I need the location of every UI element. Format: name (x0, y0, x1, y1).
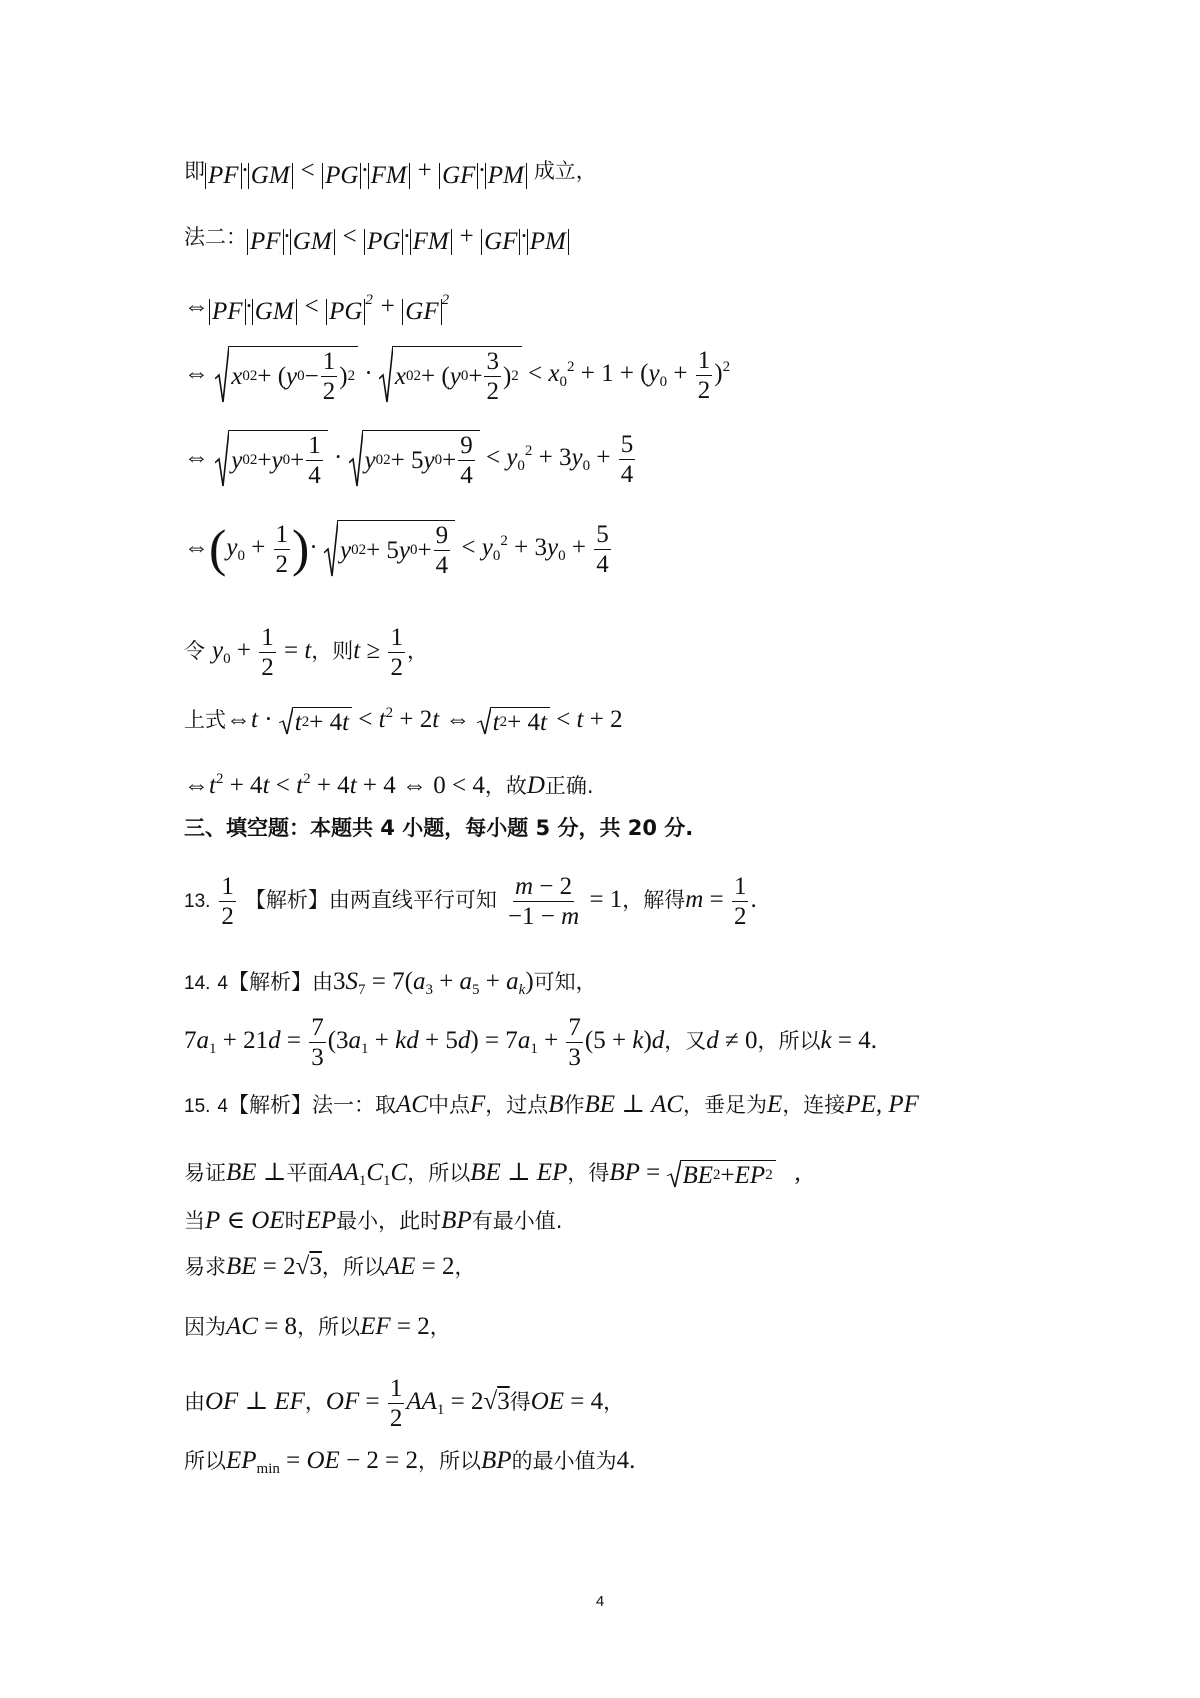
q15d-text-b: ，所以 (321, 1255, 385, 1279)
section-heading: 三、填空题：本题共 4 小题，每小题 5 分，共 20 分. (184, 816, 694, 840)
math-expr: BE = 2√3 (226, 1253, 322, 1280)
line-7 (184, 625, 1100, 680)
q14-line-2 (184, 1015, 1100, 1070)
q14-text-b: 可知， (533, 970, 597, 994)
q15c-text-b: 时 (284, 1209, 306, 1233)
math-expr: $\Leftrightarrow(y_0$ + $\frac{1}{2}$ )· y 0 2 + 5 y 0 + $\frac{9}{4}$ < $y_0^2 + 3y_0$ + $\frac{5}{4}$ (184, 520, 609, 579)
q15-text-c: ，过点 (485, 1093, 549, 1117)
math-expr: ⇔t · t 2 + 4 t < $t^2 + 2t$ ⇔ t 2 + 4 t < t + 2 (226, 705, 623, 737)
q15-text-e: ，垂足为 (683, 1093, 768, 1117)
comma: ， (603, 1390, 625, 1415)
then-label: ，则 (311, 639, 354, 664)
math-expr: PF · GM < PG · FM + GF · PM (247, 223, 569, 250)
q14-text-d: ，所以 (757, 1029, 821, 1054)
q13-text-a: 由两直线平行可知 (328, 888, 497, 913)
math-expr: OF ⊥ EF (205, 1388, 305, 1416)
comma: ， (429, 1315, 451, 1339)
analysis-tag: 【解析】 (228, 970, 312, 994)
math-expr: OE = 4 (530, 1388, 604, 1416)
q14-answer: 4 (217, 973, 228, 994)
line-1-prefix: 即 (184, 159, 205, 183)
line-1-suffix: 成立， (533, 159, 597, 183)
so-label: ，故 (484, 774, 527, 798)
comma: ， (454, 1255, 476, 1279)
math-expr: ⇔ y 0 2 + y 0 + $\frac{1}{4}$ · y 0 2 + 5 y 0 + $\frac{9}{4}$ < $y_0^2 + 3y_0$ + $\frac{5}{4}$ (184, 430, 634, 489)
q15b-text-c: ，所以 (407, 1161, 471, 1185)
math-expr: $y_0$ + $\frac{1}{2}$ = t (212, 624, 312, 681)
math-expr: OF = $\frac{1}{2}$ $AA_1 = 2√3$ (325, 1375, 510, 1432)
q15-line (184, 1092, 1100, 1117)
math-expr: P ∈ OE (205, 1207, 285, 1234)
q13-answer: $\frac{1}{2}$ (221, 873, 234, 930)
q15c-text-d: 有最小值. (471, 1209, 563, 1233)
math-expr: 4. (616, 1447, 636, 1474)
q15-text-d: 作 (563, 1093, 585, 1117)
q15e-text-a: 因为 (184, 1315, 226, 1339)
math-expr: F (469, 1091, 486, 1118)
q14-text-a: 由 (312, 970, 333, 994)
q15-line-6 (184, 1376, 1100, 1431)
math-expr: EF = 2 (360, 1313, 430, 1340)
page-number: 4 (595, 1593, 605, 1610)
q13-line (184, 874, 1100, 929)
q13-number: 13. (184, 891, 211, 913)
line-2-prefix: 法二： (184, 225, 247, 249)
q14-number: 14. (184, 973, 211, 994)
line-5 (184, 430, 1100, 488)
q15-answer: 4 (217, 1096, 228, 1117)
line-1 (184, 158, 1100, 189)
math-expr: AE = 2 (384, 1253, 455, 1280)
q15f-text-c: 得 (509, 1390, 531, 1415)
line-6 (184, 520, 1100, 578)
math-expr: $AA_1C_1C$ (328, 1159, 408, 1189)
q15b-text-d: ，得 (567, 1161, 610, 1185)
q15g-text-a: 所以 (184, 1449, 226, 1473)
option-d: D (526, 772, 545, 799)
q15b-text-a: 易证 (184, 1161, 226, 1185)
math-expr: t ≥ $\frac{1}{2}$ (353, 624, 403, 681)
q15c-text-a: 当 (184, 1209, 205, 1233)
math-expr: PE, PF (845, 1091, 919, 1118)
math-expr: AC = 8 (226, 1313, 298, 1340)
line-9 (184, 772, 1100, 798)
comma: ， (406, 639, 428, 664)
q15e-text-b: ，所以 (297, 1315, 361, 1339)
math-expr: ⇔ PF · GM < PG $^2$ + GF $^2$ (184, 292, 450, 325)
math-expr: B (548, 1091, 564, 1118)
math-expr: BE ⊥ EP (470, 1159, 568, 1186)
math-expr: E (767, 1091, 783, 1118)
math-expr: BP (481, 1447, 512, 1474)
math-expr: EP (305, 1207, 337, 1234)
math-expr: $\frac{m - 2}{-1 - m}$ = 1 (507, 873, 623, 930)
q15-line-4 (184, 1254, 1100, 1279)
q15d-text-a: 易求 (184, 1255, 226, 1279)
q15g-text-c: 的最小值为 (511, 1449, 617, 1473)
correct-label: 正确. (544, 774, 594, 798)
q14-text-c: ，又 (664, 1029, 707, 1054)
q15-text-f: ，连接 (782, 1093, 846, 1117)
q15-line-3 (184, 1208, 1100, 1233)
q15g-text-b: ，所以 (418, 1449, 482, 1473)
math-expr: PF · GM < PG · FM + GF · PM (205, 157, 527, 184)
math-expr: k = 4. (820, 1027, 877, 1055)
q15-text-a: 法一：取 (312, 1093, 396, 1117)
q15c-text-c: 最小，此时 (336, 1209, 442, 1233)
math-expr: $\Leftrightarrow t^2 + 4t < t^2 + 4t + 4$ ⇔ 0 < 4 (184, 771, 485, 799)
math-expr: BP (441, 1207, 472, 1234)
line-4 (184, 346, 1100, 404)
line-2 (184, 224, 1100, 255)
above-label: 上式 (184, 708, 226, 732)
q14-line (184, 969, 1100, 998)
q15-text-b: 中点 (427, 1093, 470, 1117)
line-3 (184, 293, 1100, 325)
analysis-tag: 【解析】 (244, 888, 329, 913)
q15-line-5 (184, 1314, 1100, 1339)
line-8 (184, 706, 1100, 735)
q15-line-7 (184, 1448, 1100, 1477)
math-expr: $3S_7 = 7(a_3 + a_5 + a_k)$ (333, 968, 534, 998)
q15b-text-b: 平面 (286, 1161, 329, 1185)
math-expr: d ≠ 0 (706, 1027, 758, 1055)
q15-number: 15. (184, 1096, 211, 1117)
q15f-text-b: ， (304, 1390, 326, 1415)
math-expr: BE ⊥ AC (584, 1091, 684, 1118)
let-label: 令 (184, 639, 205, 664)
q15f-text-a: 由 (184, 1390, 205, 1415)
q13-text-b: ，解得 (622, 888, 686, 913)
math-expr: AC (396, 1091, 428, 1118)
math-expr: BE ⊥ (226, 1159, 287, 1186)
analysis-tag: 【解析】 (228, 1093, 312, 1117)
math-expr: $EP_{min}$ = OE − 2 = 2 (226, 1447, 419, 1477)
math-expr: m = $\frac{1}{2}$ . (685, 873, 757, 930)
math-expr: $7a_1 + 21d$ = $\frac{7}{3}$ ($3a_1$ + kd + $5d) = 7a_1$ + $\frac{7}{3}$ (5 + k)d (184, 1014, 665, 1071)
q15-line-2 (184, 1160, 1100, 1189)
math-expr: ⇔ x 0 2 + ( y 0 − $\frac{1}{2}$ ) 2 · x 0 2 + ( y 0 + $\frac{3}{2}$ ) 2 < $x_0^2 + 1 + (y_0$ + $\frac{1}{2}$ )$^2$ (184, 346, 731, 405)
math-expr: BP = BE 2 + EP 2 , (609, 1159, 801, 1190)
